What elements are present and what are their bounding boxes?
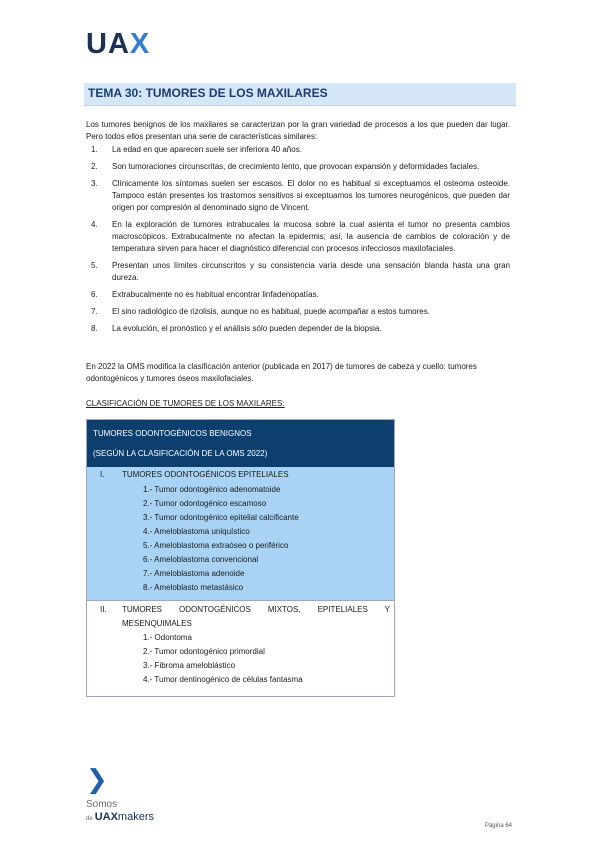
characteristics-list (86, 144, 510, 340)
table-header (87, 420, 394, 467)
table-item: 7.- Ameloblastoma adenoide (143, 569, 245, 578)
table-item: 4.- Tumor dentinogénico de células fantasma (143, 675, 303, 684)
uax-logo: UAX (86, 28, 151, 60)
table-item: 3.- Tumor odontogénico epitelial calcificante (143, 513, 299, 522)
list-item: 6. Extrabucalmente no es habitual encontrar linfadenopatías. (91, 290, 319, 299)
list-item: 5. Presentan unos límites circunscritos y su consistencia varía desde una sensación blanda hasta una gran dureza. (91, 261, 510, 282)
table-header-subtitle: (SEGÚN LA CLASIFICACIÓN DE LA OMS 2022) (93, 449, 268, 458)
list-item: 7. El sino radiológico de rizolisis, aunque no es habitual, puede acompañar a estos tumores. (91, 307, 430, 316)
list-item: 3. Clínicamente los síntomas suelen ser escasos. El dolor no es habitual si exceptuamos el osteoma osteoide. Tampoco están presentes los trastornos sensitivos si exceptuamos los tumores neurogénicos, que pueden dar origen por compresión al denominado signo de Vincent. (91, 179, 510, 212)
table-item: 2.- Tumor odontogénico escamoso (143, 499, 267, 508)
section-numeral: II. (100, 605, 107, 614)
section-title: TUMORES ODONTOGÉNICOS EPITELIALES (122, 470, 289, 479)
list-item: 2. Son tumoraciones circunscritas, de crecimiento lento, que provocan expansión y deformidades faciales. (91, 162, 480, 171)
section-title: TUMORES ODONTOGÉNICOS MIXTOS, EPITELIALES Y (122, 605, 390, 614)
section-title-continued: MESENQUIMALES (122, 619, 192, 628)
table-item: 8.- Ameloblasto metastásico (143, 583, 244, 592)
table-item: 4.- Ameloblastoma uniquístico (143, 527, 250, 536)
oms-paragraph: En 2022 la OMS modifica la clasificación anterior (publicada en 2017) de tumores de cabeza y cuello: tumores odontogénicos y tumores óseos maxilofaciales. (86, 362, 477, 383)
table-item: 1.- Odontoma (143, 633, 192, 642)
table-item: 5.- Ameloblastoma extraóseo o periférico (143, 541, 289, 550)
page-number: Página 64 (484, 823, 512, 829)
footer-somos: Somos (86, 799, 118, 810)
table-header-title: TUMORES ODONTOGÉNICOS BENIGNOS (93, 429, 252, 438)
section-numeral: I. (100, 470, 105, 479)
list-item: 1. La edad en que aparecen suele ser inferiora 40 años. (91, 145, 302, 154)
table-item: 2.- Tumor odontogénico primordial (143, 647, 265, 656)
table-divider (87, 600, 394, 601)
list-item: 8. La evolución, el pronóstico y el análisis sólo pueden depender de la biopsia. (91, 324, 382, 333)
topic-title-bar (84, 83, 516, 106)
topic-title: TEMA 30: TUMORES DE LOS MAXILARES (88, 86, 328, 100)
chevron-right-icon: ❯ (86, 764, 108, 794)
classification-table (86, 419, 395, 697)
table-item: 3.- Fibroma ameloblástico (143, 661, 236, 670)
table-item: 6.- Ameloblastoma convencional (143, 555, 259, 564)
footer-brand: de UAXmakers (86, 811, 154, 823)
table-item: 1.- Tumor odontogénico adenomatoide (143, 485, 281, 494)
classification-heading: CLASIFICACIÓN DE TUMORES DE LOS MAXILARES: (86, 399, 285, 408)
intro-paragraph: Los tumores benignos de los maxilares se caracterizan por la gran variedad de procesos a los que pueden dar lugar. Pero todos ellos presentan una serie de características similares: (86, 120, 510, 141)
list-item: 4. En la exploración de tumores intrabucales la mucosa sobre la cual asienta el tumor no presenta cambios macroscópicos. Extrabucalmente no afectan la epidermis; así, la ausencia de cambios de coloración y de temperatura sirven para hacer el diagnóstico diferencial con procesos infecciosos maxilofaciales. (91, 220, 510, 253)
